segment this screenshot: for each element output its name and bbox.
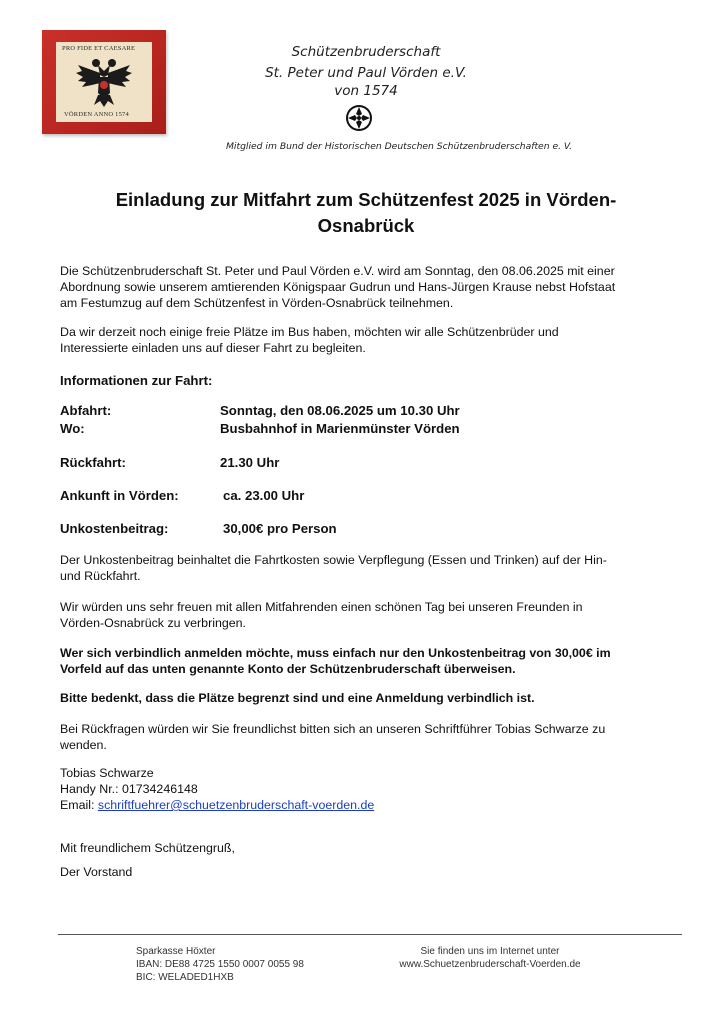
brotherhood-cross-emblem-icon [345, 104, 373, 132]
contact-email-row [60, 797, 374, 813]
membership-note: Mitglied im Bund der Historischen Deutschen Schützenbruderschaften e. V. [226, 141, 573, 152]
intro-line-3: am Festumzug auf dem Schützenfest in Vörden-Osnabrück teilnehmen. [60, 296, 454, 310]
signature: Der Vorstand [60, 865, 133, 879]
departure-value: Sonntag, den 08.06.2025 um 10.30 Uhr [220, 403, 460, 418]
org-founding-year: von 1574 [334, 83, 398, 99]
org-name-line2: St. Peter und Paul Vörden e.V. [265, 65, 467, 81]
location-label: Wo: [60, 421, 85, 436]
flag-text-top: PRO FIDE ET CAESARE [62, 45, 136, 52]
arrival-label: Ankunft in Vörden: [60, 488, 179, 503]
return-value: 21.30 Uhr [220, 455, 280, 470]
web-intro: Sie finden uns im Internet unter [420, 946, 560, 957]
invitation-line-2: Interessierte einladen uns auf dieser Fahrt zu begleiten. [60, 341, 366, 355]
org-name-line1: Schützenbruderschaft [291, 44, 441, 60]
arrival-value: ca. 23.00 Uhr [223, 488, 305, 503]
intro-line-1: Die Schützenbruderschaft St. Peter und Paul Vörden e.V. wird am Sonntag, den 08.06.2025 mit einer [60, 264, 615, 278]
return-label: Rückfahrt: [60, 455, 126, 470]
questions-paragraph [60, 721, 672, 753]
title-line-2: Osnabrück [317, 215, 415, 236]
registration-line-2: Vorfeld auf das unten genannte Konto der Schützenbruderschaft überweisen. [60, 662, 516, 676]
contact-name: Tobias Schwarze [60, 766, 154, 780]
limited-seats-note: Bitte bedenkt, dass die Plätze begrenzt sind und eine Anmeldung verbindlich ist. [60, 691, 535, 705]
location-value: Busbahnhof in Marienmünster Vörden [220, 421, 460, 436]
intro-line-2: Abordnung sowie unserem amtierenden Königspaar Gudrun und Hans-Jürgen Krause nebst Hofstaat [60, 280, 616, 294]
contact-phone: Handy Nr.: 01734246148 [60, 782, 198, 796]
invitation-paragraph [60, 324, 672, 356]
closing-greeting: Mit freundlichem Schützengruß, [60, 841, 235, 855]
bank-iban: IBAN: DE88 4725 1550 0007 0055 98 [136, 959, 304, 970]
page-title [60, 187, 672, 239]
title-line-1: Einladung zur Mitfahrt zum Schützenfest 2025 in Vörden- [115, 189, 617, 210]
flag-cloth [56, 42, 152, 122]
footer-divider [58, 934, 682, 935]
greeting-paragraph [60, 599, 672, 631]
greeting-line-2: Vörden-Osnabrück zu verbringen. [60, 616, 246, 630]
bank-name: Sparkasse Höxter [136, 946, 216, 957]
society-flag [42, 30, 166, 134]
departure-label: Abfahrt: [60, 403, 112, 418]
bank-bic: BIC: WELADED1HXB [136, 972, 234, 983]
greeting-line-1: Wir würden uns sehr freuen mit allen Mitfahrenden einen schönen Tag bei unseren Freunden in [60, 600, 583, 614]
bank-details [136, 945, 304, 984]
intro-paragraph [60, 263, 672, 311]
cost-value: 30,00€ pro Person [223, 521, 337, 536]
cost-details-line-2: und Rückfahrt. [60, 569, 141, 583]
questions-line-2: wenden. [60, 738, 107, 752]
registration-paragraph [60, 645, 672, 677]
web-address: www.Schuetzenbruderschaft-Voerden.de [399, 959, 581, 970]
flag-text-bottom: VÖRDEN ANNO 1574 [64, 111, 129, 118]
contact-block [60, 765, 374, 813]
cost-label: Unkostenbeitrag: [60, 521, 169, 536]
contact-email-label: Email: [60, 798, 98, 812]
registration-line-1: Wer sich verbindlich anmelden möchte, muss einfach nur den Unkostenbeitrag von 30,00€ im [60, 646, 611, 660]
cost-details-paragraph [60, 552, 672, 584]
contact-email-link[interactable]: schriftfuehrer@schuetzenbruderschaft-voerden.de [97, 798, 375, 812]
invitation-line-1: Da wir derzeit noch einige freie Plätze im Bus haben, möchten wir alle Schützenbrüder und [60, 325, 559, 339]
web-details [390, 945, 590, 971]
questions-line-1: Bei Rückfragen würden wir Sie freundlichst bitten sich an unseren Schriftführer Tobias Schwarze zu [60, 722, 606, 736]
cost-details-line-1: Der Unkostenbeitrag beinhaltet die Fahrtkosten sowie Verpflegung (Essen und Trinken) auf der Hin- [60, 553, 607, 567]
info-heading: Informationen zur Fahrt: [60, 373, 213, 388]
double-headed-eagle-icon [74, 55, 134, 111]
